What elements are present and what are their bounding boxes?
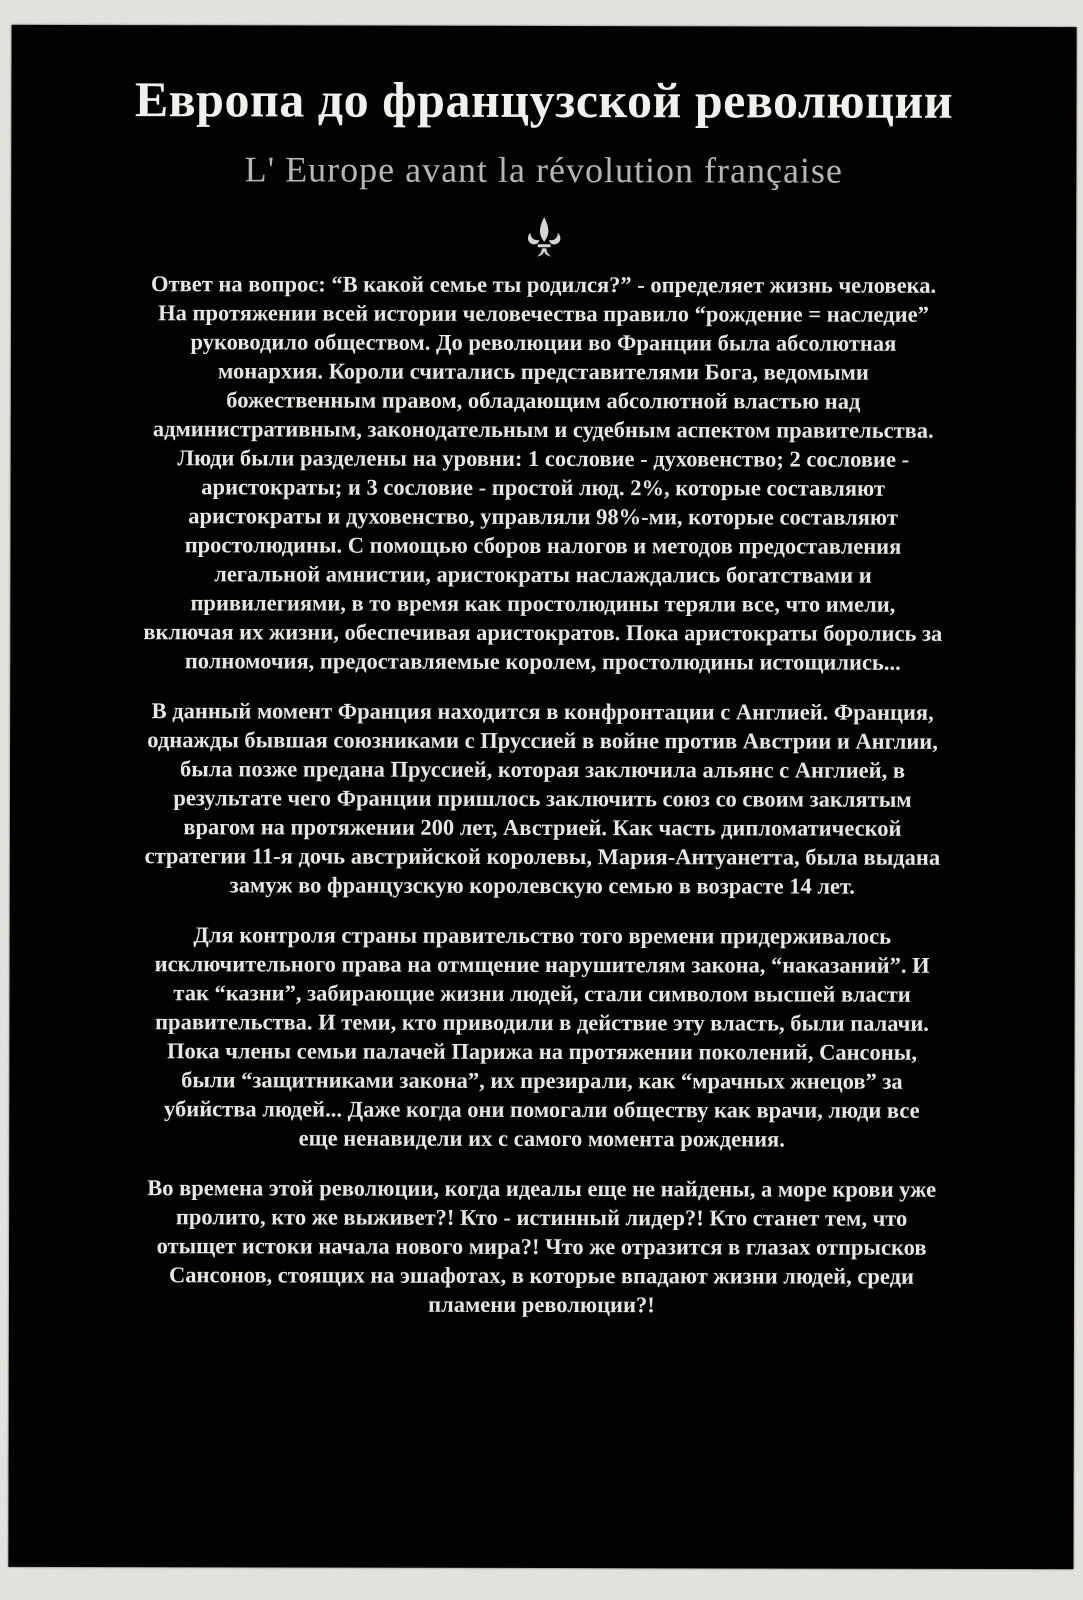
paragraph-block: [143, 269, 944, 677]
paragraph-block: [141, 1173, 941, 1320]
paragraph: Во времена этой революции, когда идеалы еще не найдены, а море крови уже пролито, кто же выживет?! Кто - истинный лидер?! Кто станет тем, что отыщет истоки начала нового мира?! Что же отразится в глазах отпрысков Сансонов, стоящих на эшафотах, в которые впадают жизни людей, среди пламени революции?!: [147, 1175, 937, 1318]
paragraph: Для контроля страны правительство того времени придерживалось исключительного права на отмщение нарушителям закона, “наказаний”. И так “казни”, забирающие жизни людей, стали символом высшей власти правительства. И теми, кто приводили в действие эту власть, были палачи. Пока члены семьи палачей Парижа на протяжении поколений, Сансоны, были “защитниками закона”, их презирали, как “мрачных жнецов” за убийства людей... Даже когда они помогали обществу как врачи, люди все еще ненавидели их с самого момента рождения.: [154, 922, 930, 1152]
body-text: [141, 269, 943, 1320]
fleur-de-lis-icon: [525, 212, 563, 262]
paragraph: В данный момент Франция находится в конфронтации с Англией. Франция, однажды бывшая союзниками с Пруссией в войне против Австрии и Англии, была позже предана Пруссией, которая заключила альянс с Англией, в результате чего Франции пришлось заключить союз со своим заклятым врагом на протяжении 200 лет, Австрией. Как часть дипломатической стратегии 11-я дочь австрийской королевы, Мария-Антуанетта, была выдана замуж во французскую королевскую семью в возрасте 14 лет.: [144, 698, 941, 899]
paragraph-block: [142, 920, 942, 1154]
paragraph: На протяжении всей истории человечества правило “рождение = наследие” руководило обществом. До революции во Франции была абсолютная монархия. Короли считались представителями Бога, ведомыми божественным правом, обладающим абсолютной властью над административным, законодательным и судебным аспектом правительства.: [152, 300, 934, 443]
paragraph: Люди были разделены на уровни: 1 сословие - духовенство; 2 сословие - аристократы; и 3 сословие - простой люд. 2%, которые составляют аристократы и духовенство, управляли 98%-ми, которые составляют простолюдины. С помощью сборов налогов и методов предоставления легальной амнистии, аристократы наслаждались богатствами и привилегиями, в то время как простолюдины теряли все, что имели, включая их жизни, обеспечивая аристократов. Пока аристократы боролись за полномочия, предоставляемые королем, простолюдины истощились...: [143, 445, 943, 675]
page-title: Европа до французской революции: [134, 71, 954, 129]
paragraph: Ответ на вопрос: “В какой семье ты родился?” - определяет жизнь человека.: [151, 271, 937, 298]
info-page: [8, 25, 1076, 1569]
page-subtitle: L' Europe avant la révolution française: [244, 149, 843, 191]
paragraph-block: [142, 696, 942, 901]
